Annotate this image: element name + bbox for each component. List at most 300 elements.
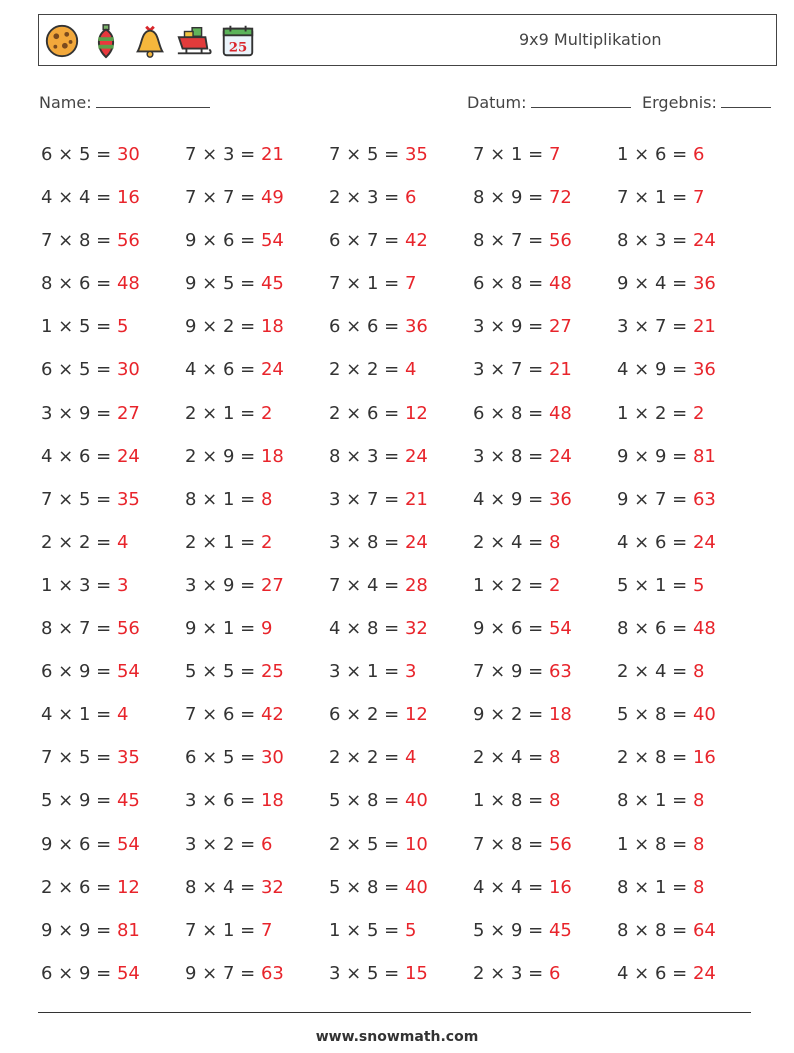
problem-question: 7 × 6 = [185, 704, 256, 726]
problem-question: 2 × 6 = [329, 402, 400, 424]
problem-question: 3 × 8 = [329, 531, 400, 553]
problem-answer: 2 [548, 574, 561, 596]
problem-item [473, 916, 617, 959]
problem-item [617, 226, 761, 269]
problem-question: 7 × 5 = [41, 488, 112, 510]
problem-answer: 48 [692, 618, 716, 640]
problem-question: 6 × 5 = [41, 144, 112, 165]
problem-item [41, 442, 185, 485]
problem-item [329, 140, 473, 183]
problem-question: 9 × 6 = [41, 833, 112, 855]
problem-question: 2 × 1 = [185, 402, 256, 424]
page-title: 9x9 Multiplikation [519, 30, 662, 49]
problem-answer: 12 [404, 704, 428, 726]
problem-question: 2 × 3 = [473, 962, 544, 984]
problem-question: 5 × 8 = [617, 704, 688, 726]
problem-answer: 49 [260, 187, 284, 209]
problem-answer: 36 [692, 273, 716, 295]
problem-answer: 4 [404, 747, 417, 769]
problem-question: 8 × 1 = [617, 876, 688, 898]
problem-answer: 54 [116, 661, 140, 683]
problem-item [185, 528, 329, 571]
problem-question: 2 × 2 = [41, 531, 112, 553]
problem-question: 7 × 3 = [185, 144, 256, 165]
problem-question: 4 × 9 = [617, 359, 688, 381]
problem-answer: 18 [548, 704, 572, 726]
problem-item [185, 485, 329, 528]
problem-item [473, 355, 617, 398]
problem-answer: 5 [404, 919, 417, 941]
problem-item [329, 873, 473, 916]
problem-question: 1 × 2 = [617, 402, 688, 424]
problem-item [617, 140, 761, 183]
problem-item [617, 614, 761, 657]
problem-question: 1 × 6 = [617, 144, 688, 165]
problem-item [41, 657, 185, 700]
problem-item [473, 442, 617, 485]
problem-item [185, 743, 329, 786]
score-field [642, 93, 771, 112]
problem-item [329, 657, 473, 700]
problem-item [617, 743, 761, 786]
problem-question: 1 × 3 = [41, 574, 112, 596]
problem-question: 7 × 7 = [185, 187, 256, 209]
problem-question: 4 × 6 = [617, 531, 688, 553]
problem-question: 7 × 4 = [329, 574, 400, 596]
problem-answer: 42 [404, 230, 428, 252]
problem-question: 2 × 4 = [473, 747, 544, 769]
problem-item [41, 916, 185, 959]
problem-item [185, 614, 329, 657]
problem-question: 2 × 4 = [617, 661, 688, 683]
problem-answer: 30 [116, 144, 140, 165]
problem-answer: 8 [260, 488, 273, 510]
problem-question: 6 × 9 = [41, 661, 112, 683]
problem-item [617, 269, 761, 312]
problem-question: 3 × 7 = [617, 316, 688, 338]
problem-question: 8 × 7 = [473, 230, 544, 252]
problem-question: 3 × 5 = [329, 962, 400, 984]
problem-question: 3 × 2 = [185, 833, 256, 855]
problem-item [329, 399, 473, 442]
problem-answer: 24 [404, 445, 428, 467]
problem-answer: 28 [404, 574, 428, 596]
problem-item [329, 700, 473, 743]
problem-question: 2 × 8 = [617, 747, 688, 769]
problem-item [41, 786, 185, 829]
problem-item [473, 571, 617, 614]
problem-item [473, 399, 617, 442]
problem-answer: 8 [548, 747, 561, 769]
problem-answer: 21 [260, 144, 284, 165]
problem-item [41, 485, 185, 528]
problem-question: 6 × 9 = [41, 962, 112, 984]
score-blank [721, 93, 771, 108]
problem-item [617, 700, 761, 743]
problem-answer: 81 [116, 919, 140, 941]
problem-answer: 54 [116, 833, 140, 855]
problem-answer: 54 [116, 962, 140, 984]
problem-question: 9 × 2 = [185, 316, 256, 338]
problem-question: 2 × 1 = [185, 531, 256, 553]
problem-item [185, 571, 329, 614]
problem-question: 9 × 6 = [185, 230, 256, 252]
problem-answer: 16 [692, 747, 716, 769]
problem-question: 4 × 9 = [473, 488, 544, 510]
problem-answer: 4 [116, 531, 129, 553]
problem-item [329, 743, 473, 786]
problem-question: 2 × 4 = [473, 531, 544, 553]
problem-answer: 2 [692, 402, 705, 424]
problem-item [329, 226, 473, 269]
sleigh-icon [175, 22, 213, 60]
problem-question: 8 × 1 = [185, 488, 256, 510]
problem-question: 6 × 6 = [329, 316, 400, 338]
problem-item [41, 528, 185, 571]
problem-item [185, 657, 329, 700]
problem-answer: 8 [692, 833, 705, 855]
problem-item [329, 614, 473, 657]
problem-grid [41, 140, 781, 1002]
problem-answer: 48 [548, 273, 572, 295]
problem-question: 1 × 8 = [473, 790, 544, 812]
problem-question: 2 × 6 = [41, 876, 112, 898]
problem-item [473, 657, 617, 700]
problem-question: 7 × 1 = [473, 144, 544, 165]
problem-answer: 7 [692, 187, 705, 209]
problem-item [41, 873, 185, 916]
problem-answer: 64 [692, 919, 716, 941]
problem-item [41, 183, 185, 226]
problem-answer: 12 [116, 876, 140, 898]
problem-answer: 56 [548, 230, 572, 252]
calendar-icon [219, 22, 257, 60]
problem-question: 7 × 1 = [185, 919, 256, 941]
problem-item [473, 269, 617, 312]
name-field [39, 93, 210, 112]
ornament-icon [87, 22, 125, 60]
problem-item [329, 355, 473, 398]
problem-question: 9 × 1 = [185, 618, 256, 640]
problem-item [329, 183, 473, 226]
date-field [467, 93, 631, 112]
problem-answer: 8 [548, 790, 561, 812]
problem-answer: 32 [260, 876, 284, 898]
problem-answer: 6 [260, 833, 273, 855]
problem-question: 1 × 5 = [329, 919, 400, 941]
problem-answer: 48 [548, 402, 572, 424]
problem-answer: 63 [548, 661, 572, 683]
problem-question: 5 × 8 = [329, 876, 400, 898]
problem-item [329, 830, 473, 873]
problem-item [185, 140, 329, 183]
problem-question: 9 × 7 = [617, 488, 688, 510]
date-blank [531, 93, 631, 108]
problem-item [185, 873, 329, 916]
problem-question: 3 × 1 = [329, 661, 400, 683]
problem-question: 7 × 5 = [41, 747, 112, 769]
problem-answer: 24 [692, 531, 716, 553]
problem-answer: 54 [548, 618, 572, 640]
problem-answer: 24 [404, 531, 428, 553]
problem-item [329, 442, 473, 485]
problem-answer: 6 [404, 187, 417, 209]
problem-question: 9 × 4 = [617, 273, 688, 295]
problem-item [41, 571, 185, 614]
problem-answer: 8 [548, 531, 561, 553]
problem-item [473, 312, 617, 355]
problem-answer: 18 [260, 445, 284, 467]
problem-item [185, 355, 329, 398]
problem-question: 9 × 9 = [41, 919, 112, 941]
name-blank [96, 93, 210, 108]
problem-question: 8 × 6 = [41, 273, 112, 295]
problem-answer: 3 [116, 574, 129, 596]
problem-answer: 36 [692, 359, 716, 381]
problem-answer: 16 [116, 187, 140, 209]
problem-answer: 30 [116, 359, 140, 381]
problem-question: 3 × 9 = [473, 316, 544, 338]
problem-answer: 81 [692, 445, 716, 467]
problem-item [185, 269, 329, 312]
problem-answer: 7 [548, 144, 561, 165]
problem-answer: 27 [116, 402, 140, 424]
score-label: Ergebnis: [642, 93, 717, 112]
problem-question: 5 × 1 = [617, 574, 688, 596]
problem-answer: 56 [548, 833, 572, 855]
problem-answer: 5 [116, 316, 129, 338]
problem-question: 4 × 1 = [41, 704, 112, 726]
problem-item [473, 226, 617, 269]
problem-item [617, 830, 761, 873]
problem-item [41, 959, 185, 1002]
problem-item [617, 959, 761, 1002]
problem-question: 9 × 5 = [185, 273, 256, 295]
problem-question: 2 × 3 = [329, 187, 400, 209]
problem-answer: 42 [260, 704, 284, 726]
problem-question: 2 × 2 = [329, 359, 400, 381]
problem-answer: 63 [260, 962, 284, 984]
problem-item [329, 528, 473, 571]
problem-answer: 27 [260, 574, 284, 596]
problem-question: 3 × 9 = [185, 574, 256, 596]
problem-answer: 21 [548, 359, 572, 381]
problem-answer: 24 [692, 230, 716, 252]
problem-answer: 6 [692, 144, 705, 165]
problem-answer: 7 [404, 273, 417, 295]
problem-item [617, 528, 761, 571]
name-label: Name: [39, 93, 92, 112]
problem-question: 2 × 2 = [329, 747, 400, 769]
problem-item [617, 355, 761, 398]
problem-answer: 30 [260, 747, 284, 769]
problem-item [41, 269, 185, 312]
problem-item [617, 571, 761, 614]
problem-question: 2 × 5 = [329, 833, 400, 855]
problem-question: 6 × 2 = [329, 704, 400, 726]
problem-item [41, 614, 185, 657]
problem-item [185, 916, 329, 959]
problem-question: 8 × 8 = [617, 919, 688, 941]
problem-question: 7 × 8 = [473, 833, 544, 855]
problem-question: 9 × 6 = [473, 618, 544, 640]
problem-answer: 32 [404, 618, 428, 640]
problem-question: 3 × 9 = [41, 402, 112, 424]
problem-item [41, 743, 185, 786]
problem-answer: 25 [260, 661, 284, 683]
problem-answer: 7 [260, 919, 273, 941]
icon-strip [43, 21, 257, 61]
problem-question: 7 × 1 = [329, 273, 400, 295]
problem-question: 4 × 4 = [41, 187, 112, 209]
calendar-day: 25 [228, 40, 248, 56]
problem-answer: 24 [548, 445, 572, 467]
problem-item [617, 916, 761, 959]
problem-item [473, 140, 617, 183]
problem-item [617, 786, 761, 829]
problem-item [329, 571, 473, 614]
problem-answer: 8 [692, 661, 705, 683]
bell-icon [131, 22, 169, 60]
problem-item [41, 312, 185, 355]
problem-question: 4 × 8 = [329, 618, 400, 640]
problem-item [329, 959, 473, 1002]
problem-item [41, 140, 185, 183]
problem-answer: 5 [692, 574, 705, 596]
problem-item [617, 312, 761, 355]
problem-question: 9 × 7 = [185, 962, 256, 984]
problem-item [329, 786, 473, 829]
problem-item [329, 312, 473, 355]
problem-answer: 35 [116, 747, 140, 769]
problem-answer: 40 [692, 704, 716, 726]
problem-question: 1 × 5 = [41, 316, 112, 338]
problem-answer: 6 [548, 962, 561, 984]
problem-item [185, 312, 329, 355]
problem-question: 7 × 5 = [329, 144, 400, 165]
problem-question: 7 × 8 = [41, 230, 112, 252]
problem-question: 8 × 4 = [185, 876, 256, 898]
problem-question: 5 × 9 = [41, 790, 112, 812]
problem-question: 8 × 9 = [473, 187, 544, 209]
problem-question: 3 × 8 = [473, 445, 544, 467]
problem-answer: 2 [260, 531, 273, 553]
problem-question: 6 × 8 = [473, 402, 544, 424]
problem-question: 1 × 2 = [473, 574, 544, 596]
problem-question: 9 × 9 = [617, 445, 688, 467]
problem-question: 5 × 9 = [473, 919, 544, 941]
problem-item [617, 183, 761, 226]
problem-answer: 18 [260, 316, 284, 338]
problem-item [185, 830, 329, 873]
problem-answer: 35 [116, 488, 140, 510]
problem-item [185, 959, 329, 1002]
problem-item [473, 485, 617, 528]
problem-item [473, 700, 617, 743]
problem-item [617, 442, 761, 485]
problem-question: 2 × 9 = [185, 445, 256, 467]
problem-answer: 16 [548, 876, 572, 898]
problem-item [329, 485, 473, 528]
problem-answer: 24 [692, 962, 716, 984]
problem-item [41, 226, 185, 269]
problem-question: 7 × 1 = [617, 187, 688, 209]
problem-answer: 8 [692, 876, 705, 898]
footer-divider [38, 1012, 751, 1013]
problem-item [185, 700, 329, 743]
problem-question: 8 × 7 = [41, 618, 112, 640]
problem-answer: 27 [548, 316, 572, 338]
problem-answer: 36 [548, 488, 572, 510]
problem-item [329, 916, 473, 959]
problem-item [41, 399, 185, 442]
problem-question: 3 × 6 = [185, 790, 256, 812]
problem-answer: 15 [404, 962, 428, 984]
problem-question: 8 × 3 = [617, 230, 688, 252]
cookie-icon [43, 22, 81, 60]
problem-answer: 54 [260, 230, 284, 252]
problem-question: 8 × 1 = [617, 790, 688, 812]
problem-answer: 24 [116, 445, 140, 467]
problem-answer: 48 [116, 273, 140, 295]
problem-question: 4 × 6 = [185, 359, 256, 381]
problem-item [473, 786, 617, 829]
problem-item [329, 269, 473, 312]
problem-answer: 40 [404, 876, 428, 898]
problem-answer: 45 [548, 919, 572, 941]
problem-item [185, 226, 329, 269]
problem-item [41, 700, 185, 743]
problem-answer: 35 [404, 144, 428, 165]
problem-item [185, 183, 329, 226]
problem-item [473, 830, 617, 873]
problem-item [41, 830, 185, 873]
problem-answer: 18 [260, 790, 284, 812]
problem-answer: 2 [260, 402, 273, 424]
problem-item [617, 485, 761, 528]
header-box [38, 14, 777, 66]
problem-answer: 40 [404, 790, 428, 812]
problem-question: 1 × 8 = [617, 833, 688, 855]
problem-answer: 4 [116, 704, 129, 726]
problem-answer: 21 [404, 488, 428, 510]
problem-item [185, 786, 329, 829]
problem-item [617, 657, 761, 700]
problem-question: 7 × 9 = [473, 661, 544, 683]
problem-answer: 56 [116, 618, 140, 640]
problem-answer: 8 [692, 790, 705, 812]
problem-question: 3 × 7 = [473, 359, 544, 381]
problem-question: 6 × 8 = [473, 273, 544, 295]
problem-item [41, 355, 185, 398]
problem-answer: 3 [404, 661, 417, 683]
problem-item [473, 873, 617, 916]
problem-question: 4 × 6 = [41, 445, 112, 467]
problem-question: 5 × 8 = [329, 790, 400, 812]
problem-answer: 45 [260, 273, 284, 295]
problem-answer: 56 [116, 230, 140, 252]
problem-question: 6 × 7 = [329, 230, 400, 252]
problem-question: 8 × 6 = [617, 618, 688, 640]
problem-question: 6 × 5 = [185, 747, 256, 769]
problem-item [473, 183, 617, 226]
problem-answer: 12 [404, 402, 428, 424]
problem-item [185, 399, 329, 442]
problem-answer: 24 [260, 359, 284, 381]
problem-item [473, 959, 617, 1002]
problem-question: 9 × 2 = [473, 704, 544, 726]
problem-question: 6 × 5 = [41, 359, 112, 381]
